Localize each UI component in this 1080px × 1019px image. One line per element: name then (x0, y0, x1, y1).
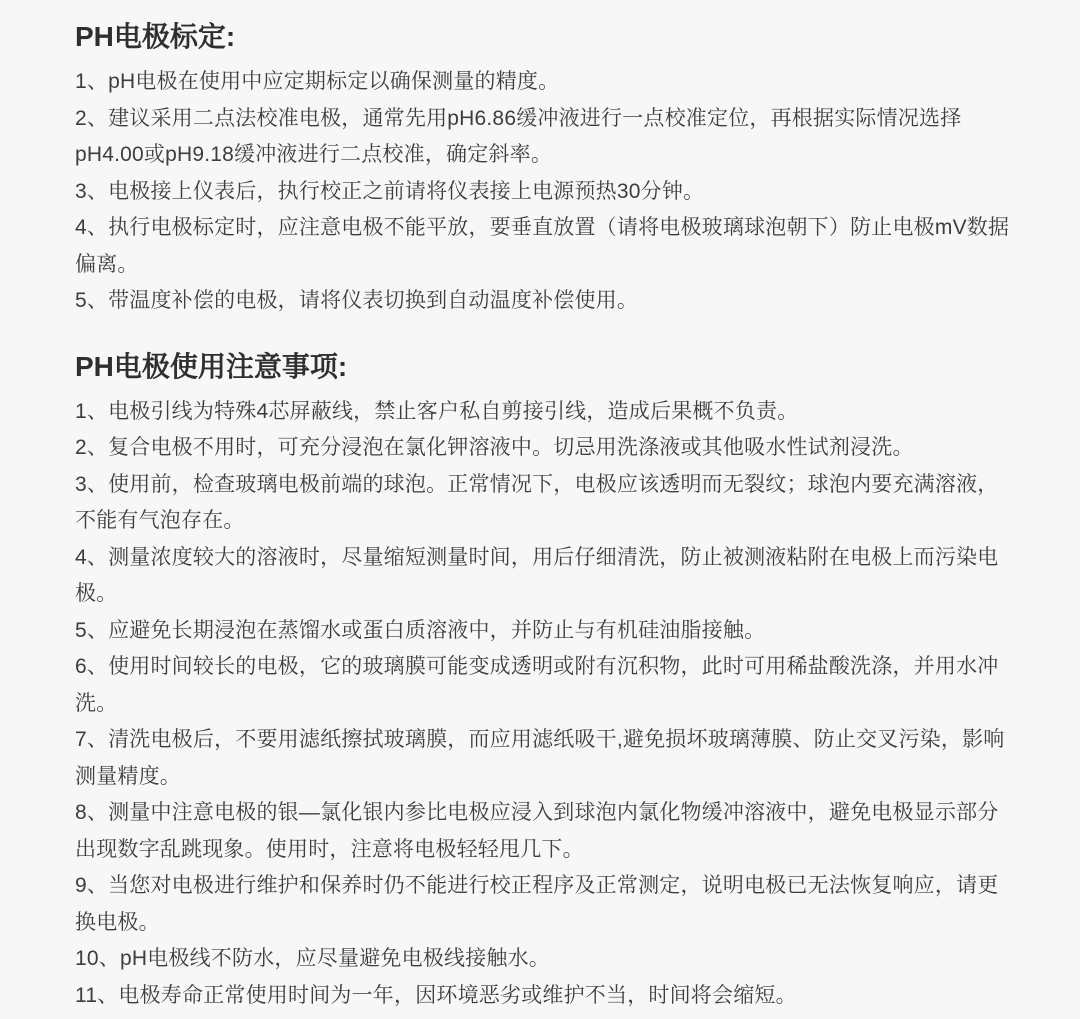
list-item: 11、电极寿命正常使用时间为一年，因环境恶劣或维护不当，时间将会缩短。 (75, 983, 797, 1007)
list-item: 4、测量浓度较大的溶液时，尽量缩短测量时间，用后仔细清洗，防止被测液粘附在电极上而污染电极。 (75, 545, 999, 605)
list-item: 2、建议采用二点法校准电极，通常先用pH6.86缓冲液进行一点校准定位，再根据实际情况选择pH4.00或pH9.18缓冲液进行二点校准，确定斜率。 (75, 106, 962, 166)
list-item: 8、测量中注意电极的银—氯化银内参比电极应浸入到球泡内氯化物缓冲溶液中，避免电极显示部分出现数字乱跳现象。使用时，注意将电极轻轻甩几下。 (75, 801, 999, 861)
list-item: 5、应避免长期浸泡在蒸馏水或蛋白质溶液中，并防止与有机硅油脂接触。 (75, 618, 766, 642)
list-item: 6、使用时间较长的电极，它的玻璃膜可能变成透明或附有沉积物，此时可用稀盐酸洗涤，并用水冲洗。 (75, 655, 999, 715)
list-item: 10、pH电极线不防水，应尽量避免电极线接触水。 (75, 947, 551, 970)
list-item: 3、使用前，检查玻璃电极前端的球泡。正常情况下，电极应该透明而无裂纹；球泡内要充满溶液，不能有气泡存在。 (75, 472, 999, 532)
section-title-precautions: PH电极使用注意事项: (75, 350, 348, 382)
section-ph-usage-precautions (75, 346, 1010, 1015)
list-item: 3、电极接上仪表后，执行校正之前请将仪表接上电源预热30分钟。 (75, 179, 705, 203)
list-item: 5、带温度补偿的电极，请将仪表切换到自动温度补偿使用。 (75, 289, 639, 312)
list-item: 2、复合电极不用时，可充分浸泡在氯化钾溶液中。切忌用洗涤液或其他吸水性试剂浸洗。 (75, 436, 914, 459)
list-item: 9、当您对电极进行维护和保养时仍不能进行校正程序及正常测定，说明电极已无法恢复响应，请更换电极。 (75, 874, 999, 934)
section-ph-calibration (75, 16, 1010, 320)
list-item: 7、清洗电极后，不要用滤纸擦拭玻璃膜，而应用滤纸吸干,避免损坏玻璃薄膜、防止交叉污染，影响测量精度。 (75, 728, 1005, 788)
list-item: 1、电极引线为特殊4芯屏蔽线，禁止客户私自剪接引线，造成后果概不负责。 (75, 399, 799, 423)
section-title-calibration: PH电极标定: (75, 21, 236, 52)
list-item: 4、执行电极标定时，应注意电极不能平放，要垂直放置（请将电极玻璃球泡朝下）防止电极mV数据偏离。 (75, 216, 1010, 276)
list-item: 1、pH电极在使用中应定期标定以确保测量的精度。 (75, 70, 560, 93)
